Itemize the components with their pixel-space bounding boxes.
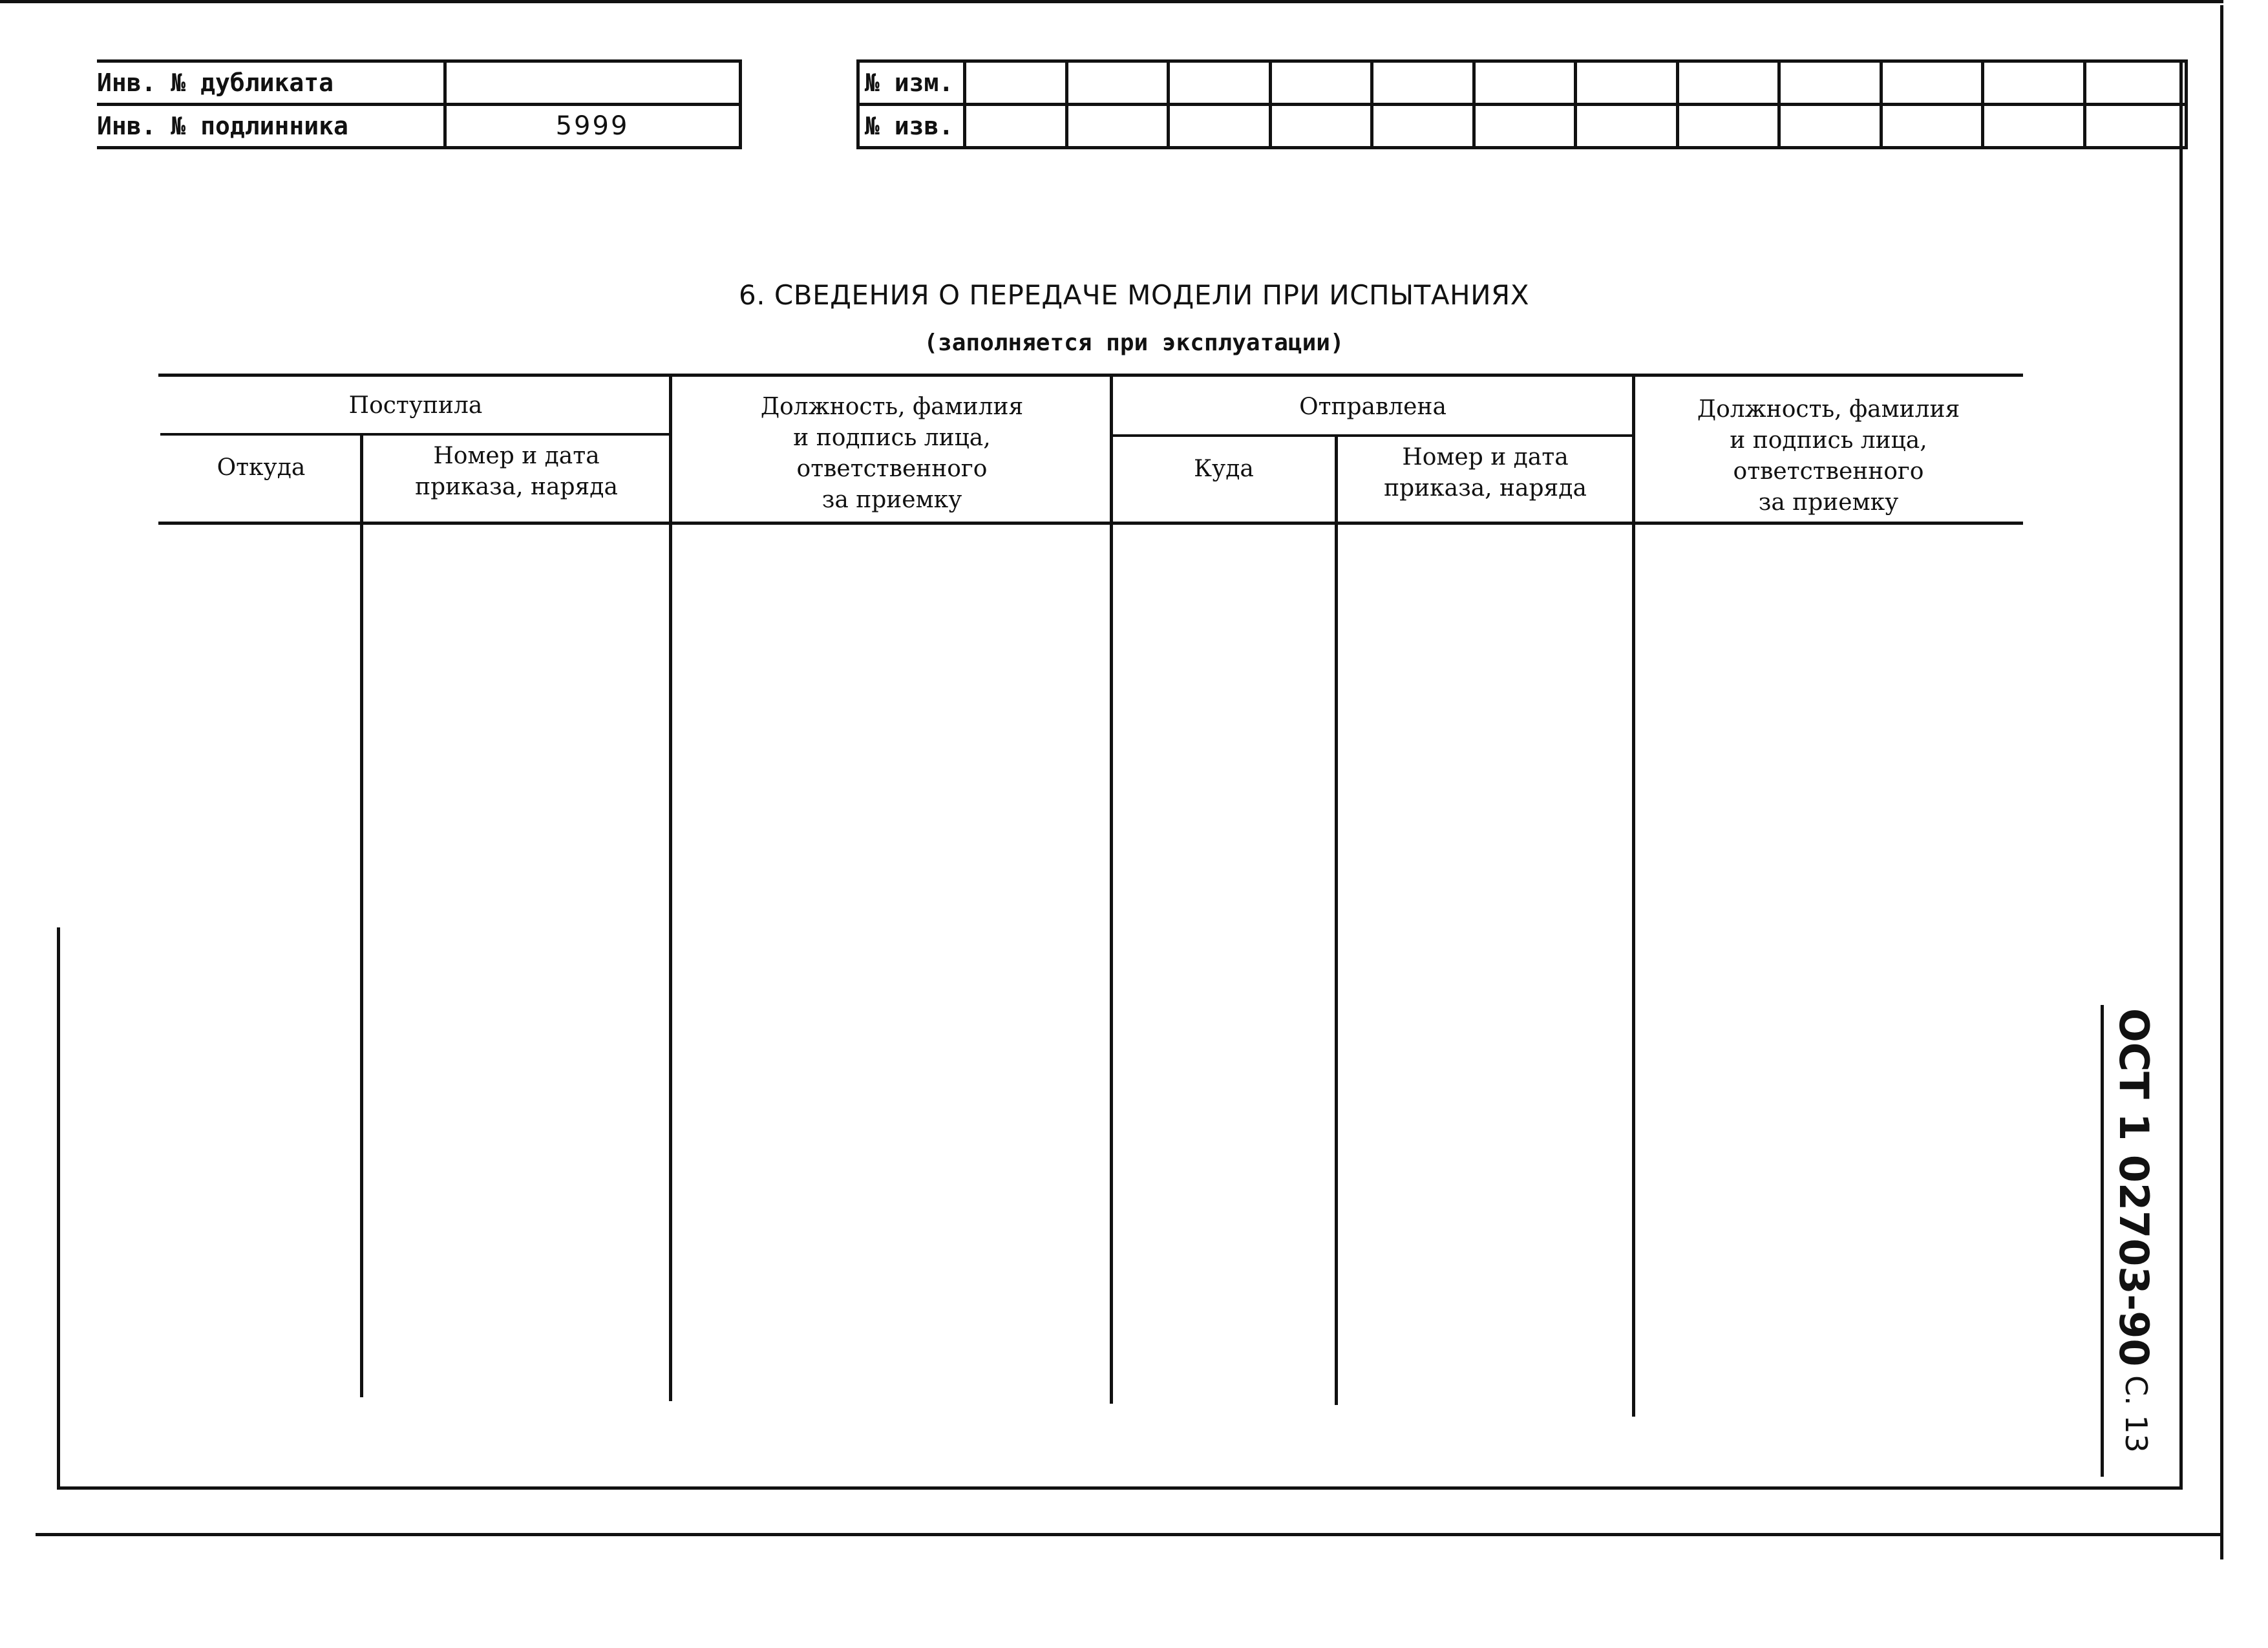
header-order-line-1: Номер и дата	[433, 443, 600, 469]
doc-code-rule	[2101, 1005, 2104, 1477]
stamp-cell	[965, 61, 1067, 105]
stamp-cell	[1983, 105, 2085, 148]
table-group-rule-sent	[1112, 434, 1634, 437]
stamp-cell	[1881, 105, 1983, 148]
document-code: ОСТ 1 02703-90	[2110, 1008, 2157, 1367]
table-col-divider	[669, 375, 672, 1401]
stamp-label-original: Инв. № подлинника	[97, 105, 445, 148]
header-received-label: Поступила	[348, 392, 483, 419]
frame-right-outer	[2220, 5, 2223, 1559]
stamp-row-duplicate	[97, 61, 740, 105]
table-col-divider	[1110, 375, 1113, 1404]
stamp-cell	[1677, 61, 1779, 105]
frame-bottom-inner	[57, 1486, 2181, 1490]
header-sent-group	[1112, 392, 1634, 423]
table-col-divider	[1335, 436, 1338, 1405]
stamp-cell	[965, 105, 1067, 148]
frame-top-edge	[0, 0, 2223, 3]
stamp-label-duplicate: Инв. № дубликата	[97, 61, 445, 105]
header-accepted-line-1: Должность, фамилия	[1697, 396, 1960, 423]
table-col-divider	[1632, 375, 1635, 1417]
header-accepted-line-3: ответственного	[796, 456, 988, 482]
section-subtitle: (заполняется при эксплуатации)	[924, 330, 1344, 356]
header-sent-label: Отправлена	[1299, 394, 1447, 420]
header-accepted-line-2: и подпись лица,	[1730, 427, 1927, 454]
stamp-cell	[1474, 61, 1576, 105]
header-to-label: Куда	[1194, 456, 1254, 482]
header-accepted-line-1: Должность, фамилия	[760, 394, 1024, 420]
header-accepted-by-2	[1634, 394, 2023, 518]
frame-bottom-outer	[36, 1533, 2223, 1536]
page-number: С. 13	[2119, 1375, 2154, 1453]
header-accepted-line-3: ответственного	[1733, 458, 1924, 485]
header-accepted-line-4: за приемку	[821, 487, 962, 513]
header-accepted-line-4: за приемку	[1758, 489, 1899, 516]
table-header-bottom-rule	[158, 522, 2023, 525]
header-accepted-by-1	[672, 392, 1112, 516]
header-sent-to	[1112, 454, 1336, 485]
header-order-line-2: приказа, наряда	[1384, 475, 1587, 502]
stamp-cell	[1983, 61, 2085, 105]
stamp-row-change-number	[858, 61, 2187, 105]
stamp-cell	[1779, 61, 1881, 105]
table-group-rule-received	[160, 433, 671, 436]
stamp-inventory-table	[97, 59, 742, 149]
stamp-value-original: 5999	[445, 105, 740, 148]
table-col-divider	[360, 434, 363, 1397]
stamp-revision-table	[856, 59, 2188, 149]
stamp-label-change-number: № изм.	[858, 61, 965, 105]
stamp-cell	[1270, 61, 1372, 105]
stamp-cell	[2084, 61, 2187, 105]
stamp-cell	[1677, 105, 1779, 148]
stamp-cell	[1169, 61, 1271, 105]
stamp-cell	[1169, 105, 1271, 148]
section-title: 6. СВЕДЕНИЯ О ПЕРЕДАЧЕ МОДЕЛИ ПРИ ИСПЫТАНИЯХ	[739, 279, 1529, 311]
stamp-cell	[1576, 61, 1678, 105]
stamp-cell	[1474, 105, 1576, 148]
stamp-cell	[1066, 105, 1169, 148]
stamp-cell	[1779, 105, 1881, 148]
header-accepted-line-2: и подпись лица,	[793, 425, 991, 451]
frame-left-inner	[57, 927, 60, 1490]
stamp-cell	[1372, 105, 1474, 148]
header-from-label: Откуда	[217, 454, 306, 481]
header-received-group	[160, 390, 671, 421]
stamp-row-notice-number	[858, 105, 2187, 148]
header-order-line-1: Номер и дата	[1402, 444, 1569, 470]
stamp-row-original	[97, 105, 740, 148]
header-received-from	[160, 452, 362, 483]
frame-right-inner	[2179, 59, 2183, 1490]
table-top-rule	[158, 374, 2023, 377]
stamp-cell	[1066, 61, 1169, 105]
stamp-cell	[1881, 61, 1983, 105]
stamp-cell	[1372, 61, 1474, 105]
stamp-cell	[1270, 105, 1372, 148]
stamp-cell	[2084, 105, 2187, 148]
header-order-line-2: приказа, наряда	[415, 474, 618, 500]
stamp-value-duplicate	[445, 61, 740, 105]
header-received-order	[362, 441, 671, 503]
stamp-cell	[1576, 105, 1678, 148]
header-sent-order	[1337, 442, 1634, 504]
stamp-label-notice-number: № изв.	[858, 105, 965, 148]
